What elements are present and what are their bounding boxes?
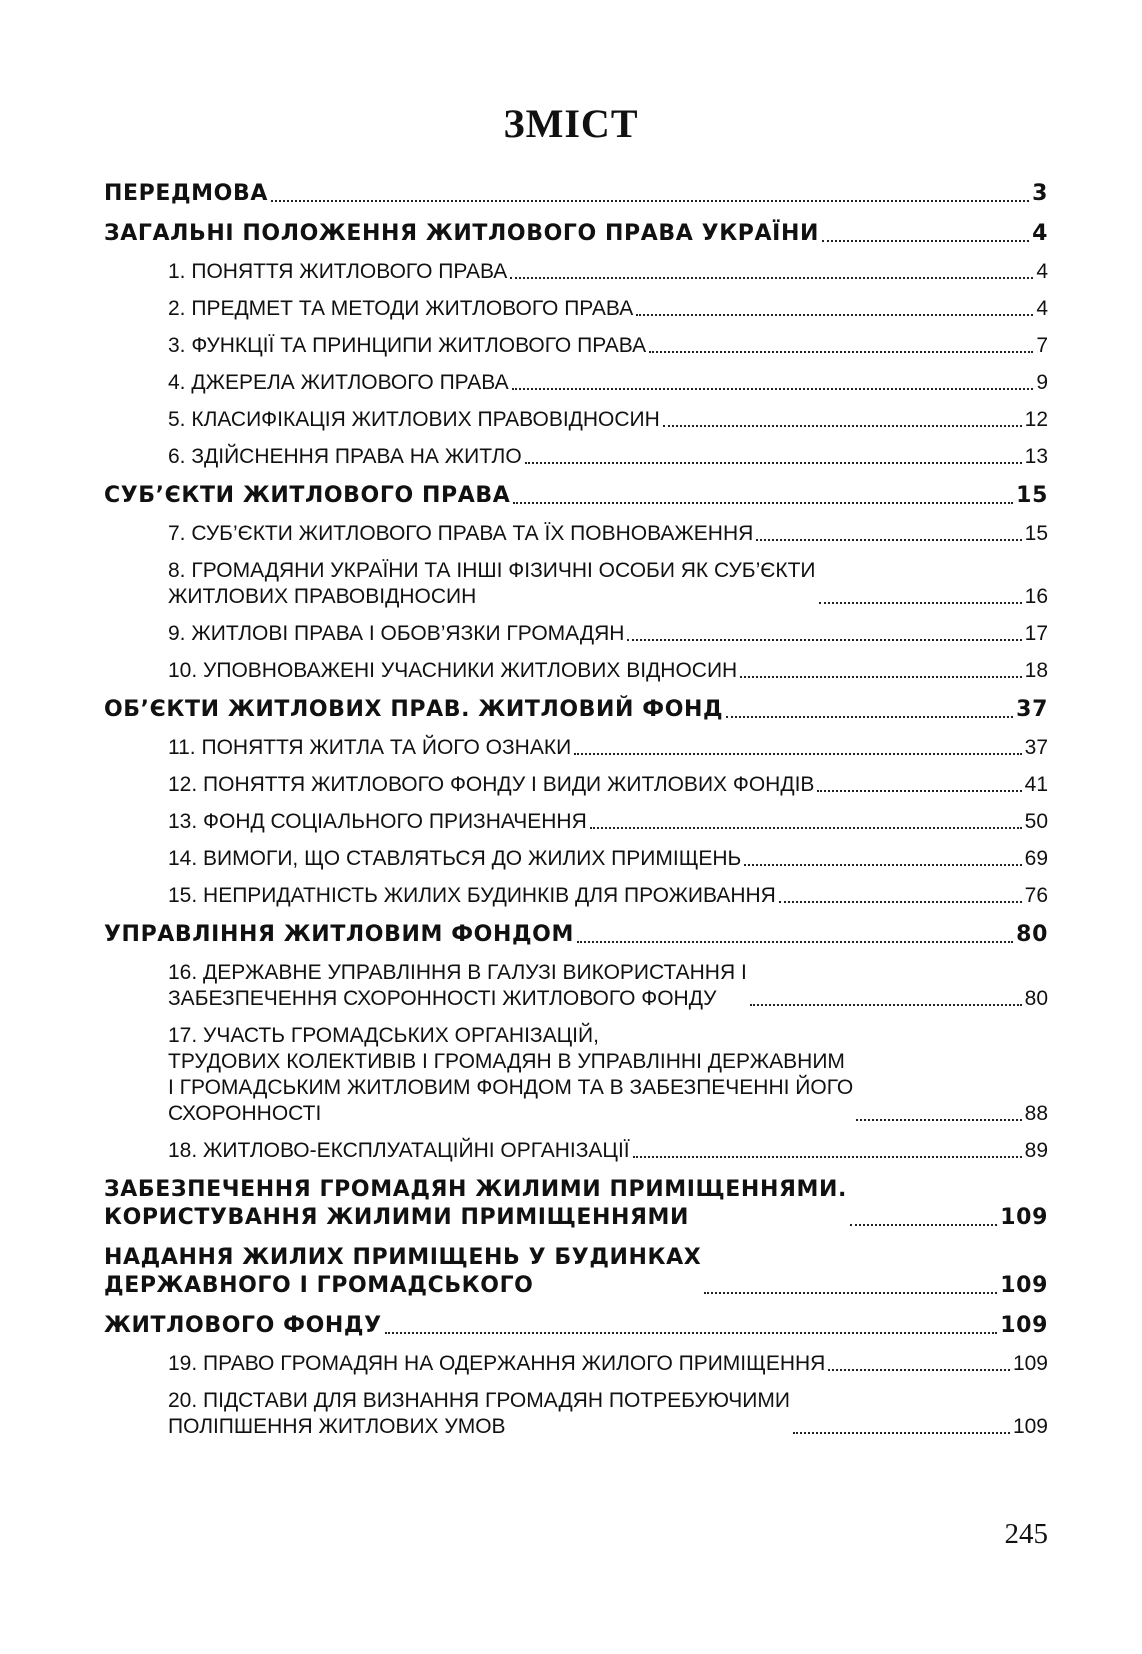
toc-entry-title: 16. ДЕРЖАВНЕ УПРАВЛІННЯ В ГАЛУЗІ ВИКОРИСТАННЯ І ЗАБЕЗПЕЧЕННЯ СХОРОННОСТІ ЖИТЛОВОГО ФОНДУ <box>168 961 747 1010</box>
dot-leader <box>513 502 1013 504</box>
dot-leader <box>633 1156 1022 1158</box>
toc-entry-title: 7. СУБ’ЄКТИ ЖИТЛОВОГО ПРАВА ТА ЇХ ПОВНОВАЖЕННЯ <box>168 522 754 545</box>
dot-leader <box>756 539 1021 541</box>
toc-subsection-entry <box>104 883 1048 909</box>
page-number: 245 <box>1004 1518 1048 1550</box>
dot-leader <box>704 1292 997 1294</box>
toc-section-entry <box>104 482 1048 510</box>
dot-leader <box>726 716 1013 718</box>
toc-subsection-entry <box>104 1138 1048 1164</box>
toc-entry-title: 1. ПОНЯТТЯ ЖИТЛОВОГО ПРАВА <box>168 260 508 283</box>
toc-entry-title: НАДАННЯ ЖИЛИХ ПРИМІЩЕНЬ У БУДИНКАХ ДЕРЖАВНОГО І ГРОМАДСЬКОГО <box>104 1245 702 1298</box>
toc-subsection-entry <box>104 521 1048 547</box>
toc-entry-page: 88 <box>1024 1102 1048 1125</box>
toc-entry-title: 20. ПІДСТАВИ ДЛЯ ВИЗНАННЯ ГРОМАДЯН ПОТРЕБУЮЧИМИ ПОЛІПШЕННЯ ЖИТЛОВИХ УМОВ <box>168 1389 790 1438</box>
dot-leader <box>793 1432 1010 1434</box>
toc-section-entry <box>104 696 1048 724</box>
dot-leader <box>744 864 1021 866</box>
toc-entry-title: 2. ПРЕДМЕТ ТА МЕТОДИ ЖИТЛОВОГО ПРАВА <box>168 297 634 320</box>
toc-entry-title: УПРАВЛІННЯ ЖИТЛОВИМ ФОНДОМ <box>104 922 574 947</box>
toc-entry-title: ЗАБЕЗПЕЧЕННЯ ГРОМАДЯН ЖИЛИМИ ПРИМІЩЕННЯМИ. КОРИСТУВАННЯ ЖИЛИМИ ПРИМІЩЕННЯМИ <box>104 1177 847 1230</box>
toc-entry-title: ЖИТЛОВОГО ФОНДУ <box>104 1313 382 1338</box>
toc-entry-title: 15. НЕПРИДАТНІСТЬ ЖИЛИХ БУДИНКІВ ДЛЯ ПРОЖИВАННЯ <box>168 884 776 907</box>
dot-leader <box>577 941 1013 943</box>
dot-leader <box>663 425 1022 427</box>
toc-entry-page: 37 <box>1016 697 1048 722</box>
toc-subsection-entry <box>104 444 1048 470</box>
dot-leader <box>271 200 1029 202</box>
toc-entry-title: ПЕРЕДМОВА <box>104 181 268 206</box>
toc-entry-title: 6. ЗДІЙСНЕННЯ ПРАВА НА ЖИТЛО <box>168 445 522 468</box>
dot-leader <box>822 240 1029 242</box>
toc-section-entry <box>104 921 1048 949</box>
toc-entry-title: 10. УПОВНОВАЖЕНІ УЧАСНИКИ ЖИТЛОВИХ ВІДНОСИН <box>168 659 738 682</box>
toc-entry-title: ЗАГАЛЬНІ ПОЛОЖЕННЯ ЖИТЛОВОГО ПРАВА УКРАЇНИ <box>104 221 819 246</box>
toc-entry-title: 4. ДЖЕРЕЛА ЖИТЛОВОГО ПРАВА <box>168 371 509 394</box>
toc-subsection-entry <box>104 621 1048 647</box>
toc-entry-page: 37 <box>1024 736 1048 759</box>
toc-entry-page: 7 <box>1036 334 1048 357</box>
toc-subsection-entry <box>104 407 1048 433</box>
dot-leader <box>385 1332 998 1334</box>
toc-entry-page: 15 <box>1024 522 1048 545</box>
toc-entry-title: ОБ’ЄКТИ ЖИТЛОВИХ ПРАВ. ЖИТЛОВИЙ ФОНД <box>104 697 724 722</box>
toc-section-entry <box>104 1244 1048 1300</box>
toc-entry-page: 9 <box>1036 371 1048 394</box>
toc-subsection-entry <box>104 333 1048 359</box>
toc-section-entry <box>104 1176 1048 1232</box>
table-of-contents <box>104 180 1048 1440</box>
toc-entry-page: 109 <box>1000 1205 1048 1230</box>
toc-entry-title: 3. ФУНКЦІЇ ТА ПРИНЦИПИ ЖИТЛОВОГО ПРАВА <box>168 334 647 357</box>
dot-leader <box>779 901 1022 903</box>
toc-entry-page: 4 <box>1036 297 1048 320</box>
toc-entry-page: 17 <box>1024 622 1048 645</box>
dot-leader <box>627 639 1021 641</box>
toc-entry-page: 109 <box>1012 1415 1048 1438</box>
dot-leader <box>817 790 1021 792</box>
toc-entry-title: 5. КЛАСИФІКАЦІЯ ЖИТЛОВИХ ПРАВОВІДНОСИН <box>168 408 660 431</box>
dot-leader <box>750 1004 1022 1006</box>
toc-section-entry <box>104 1312 1048 1340</box>
dot-leader <box>819 602 1022 604</box>
toc-subsection-entry <box>104 846 1048 872</box>
toc-entry-title: 19. ПРАВО ГРОМАДЯН НА ОДЕРЖАННЯ ЖИЛОГО ПРИМІЩЕННЯ <box>168 1352 826 1375</box>
toc-subsection-entry <box>104 558 1048 610</box>
dot-leader <box>649 351 1033 353</box>
dot-leader <box>510 277 1033 279</box>
toc-subsection-entry <box>104 960 1048 1012</box>
dot-leader <box>740 676 1021 678</box>
toc-entry-title: 11. ПОНЯТТЯ ЖИТЛА ТА ЙОГО ОЗНАКИ <box>168 736 572 759</box>
toc-subsection-entry <box>104 658 1048 684</box>
toc-entry-page: 80 <box>1024 987 1048 1010</box>
toc-entry-page: 41 <box>1024 773 1048 796</box>
toc-entry-page: 18 <box>1024 659 1048 682</box>
toc-subsection-entry <box>104 735 1048 761</box>
toc-entry-title: СУБ’ЄКТИ ЖИТЛОВОГО ПРАВА <box>104 483 511 508</box>
toc-entry-title: 17. УЧАСТЬ ГРОМАДСЬКИХ ОРГАНІЗАЦІЙ, ТРУДОВИХ КОЛЕКТИВІВ І ГРОМАДЯН В УПРАВЛІННІ ДЕРЖАВНИМ І ГРОМАДСЬКИМ ЖИТЛОВИМ ФОНДОМ ТА В ЗАБЕЗПЕЧЕННІ ЙОГО СХОРОННОСТІ <box>168 1024 854 1125</box>
toc-entry-page: 109 <box>1000 1273 1048 1298</box>
toc-section-entry <box>104 220 1048 248</box>
dot-leader <box>574 753 1021 755</box>
dot-leader <box>512 388 1034 390</box>
toc-entry-page: 13 <box>1024 445 1048 468</box>
dot-leader <box>590 827 1022 829</box>
toc-entry-title: 8. ГРОМАДЯНИ УКРАЇНИ ТА ІНШІ ФІЗИЧНІ ОСОБИ ЯК СУБ’ЄКТИ ЖИТЛОВИХ ПРАВОВІДНОСИН <box>168 559 816 608</box>
toc-section-entry <box>104 180 1048 208</box>
toc-entry-page: 109 <box>1012 1352 1048 1375</box>
toc-entry-title: 9. ЖИТЛОВІ ПРАВА І ОБОВ’ЯЗКИ ГРОМАДЯН <box>168 622 625 645</box>
toc-entry-page: 12 <box>1024 408 1048 431</box>
toc-entry-title: 14. ВИМОГИ, ЩО СТАВЛЯТЬСЯ ДО ЖИЛИХ ПРИМІЩЕНЬ <box>168 847 742 870</box>
toc-subsection-entry <box>104 772 1048 798</box>
dot-leader <box>636 314 1033 316</box>
toc-subsection-entry <box>104 259 1048 285</box>
page-title: ЗМІСТ <box>503 101 639 146</box>
toc-entry-page: 69 <box>1024 847 1048 870</box>
toc-subsection-entry <box>104 370 1048 396</box>
toc-entry-page: 15 <box>1016 483 1048 508</box>
toc-entry-page: 4 <box>1036 260 1048 283</box>
toc-entry-page: 50 <box>1024 810 1048 833</box>
toc-entry-title: 12. ПОНЯТТЯ ЖИТЛОВОГО ФОНДУ І ВИДИ ЖИТЛОВИХ ФОНДІВ <box>168 773 815 796</box>
toc-entry-page: 80 <box>1016 922 1048 947</box>
toc-entry-page: 76 <box>1024 884 1048 907</box>
dot-leader <box>828 1369 1010 1371</box>
toc-subsection-entry <box>104 1351 1048 1377</box>
dot-leader <box>525 462 1022 464</box>
toc-subsection-entry <box>104 1388 1048 1440</box>
toc-entry-page: 109 <box>1000 1313 1048 1338</box>
toc-entry-page: 3 <box>1032 181 1048 206</box>
dot-leader <box>856 1119 1021 1121</box>
toc-subsection-entry <box>104 1023 1048 1127</box>
toc-entry-title: 13. ФОНД СОЦІАЛЬНОГО ПРИЗНАЧЕННЯ <box>168 810 587 833</box>
toc-entry-title: 18. ЖИТЛОВО-ЕКСПЛУАТАЦІЙНІ ОРГАНІЗАЦІЇ <box>168 1139 630 1162</box>
toc-subsection-entry <box>104 809 1048 835</box>
toc-entry-page: 16 <box>1024 585 1048 608</box>
toc-entry-page: 4 <box>1032 221 1048 246</box>
toc-subsection-entry <box>104 296 1048 322</box>
dot-leader <box>850 1224 997 1226</box>
toc-entry-page: 89 <box>1024 1139 1048 1162</box>
